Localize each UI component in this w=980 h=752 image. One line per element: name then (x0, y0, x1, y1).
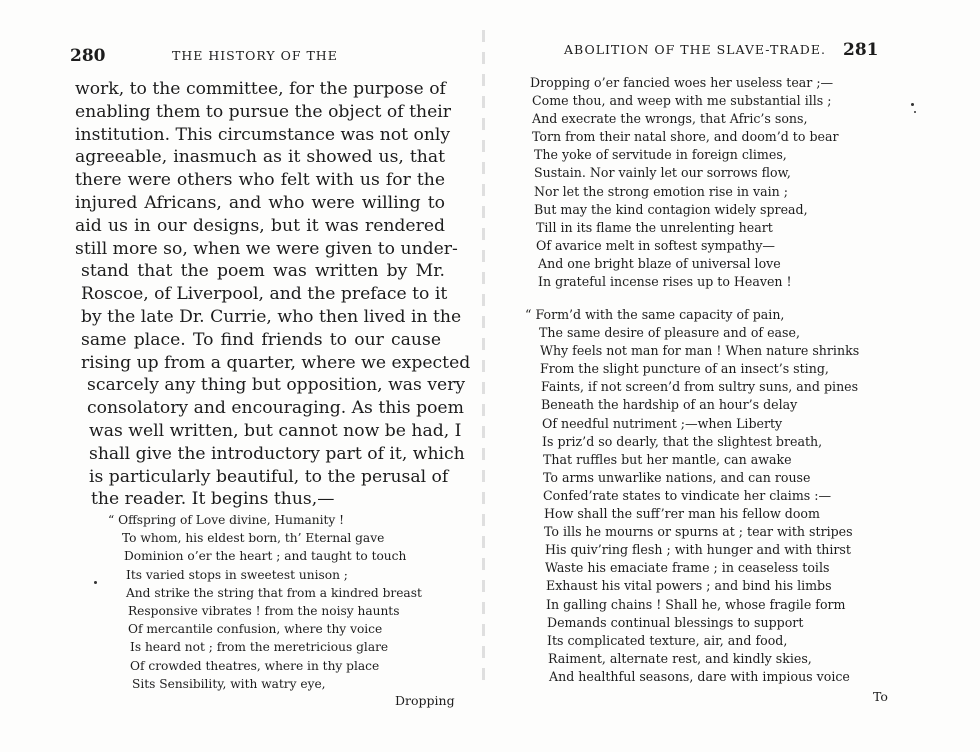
ink-speck (94, 581, 97, 584)
prose-line: aid us in our designs, but it was rendered (75, 215, 445, 236)
right-page (485, 0, 980, 752)
prose-line: institution. This circumstance was not only (75, 124, 451, 145)
right-stanza-2 (525, 306, 859, 686)
verse-line: Nor let the strong emotion rise in vain ; (534, 183, 788, 199)
prose-line: Roscoe, of Liverpool, and the preface to it (81, 284, 448, 305)
verse-line: Faints, if not screen’d from sultry suns, and pines (541, 379, 859, 395)
prose-line: shall give the introductory part of it, which (89, 443, 465, 464)
verse-line: His quiv’ring flesh ; with hunger and with thirst (545, 542, 851, 558)
prose-line: stand that the poem was written by Mr. (81, 261, 445, 282)
prose-line: is particularly beautiful, to the perusal of (89, 466, 449, 487)
verse-line: Of needful nutriment ;—when Liberty (542, 415, 783, 431)
verse-line: Till in its flame the unrelenting heart (536, 219, 773, 235)
verse-line: “ Form’d with the same capacity of pain, (525, 307, 785, 322)
right-catchword: To (873, 689, 888, 704)
verse-line: And healthful seasons, dare with impious voice (549, 668, 850, 684)
verse-line: Of avarice melt in softest sympathy— (536, 237, 776, 253)
prose-line: by the late Dr. Currie, who then lived in the (81, 306, 462, 327)
verse-line: Waste his emaciate frame ; in ceaseless toils (545, 560, 830, 576)
verse-line: To arms unwarlike nations, and can rouse (543, 469, 811, 485)
right-running-head: ABOLITION OF THE SLAVE-TRADE. (564, 42, 826, 57)
verse-line: The yoke of servitude in foreign climes, (534, 147, 787, 163)
left-verse-block (108, 511, 422, 693)
verse-line: Why feels not man for man ! When nature shrinks (540, 343, 860, 359)
ink-speck (911, 103, 914, 106)
left-page-number: 280 (70, 46, 106, 66)
left-catchword: Dropping (395, 693, 455, 708)
verse-line: Confed’rate states to vindicate her claims :— (543, 487, 832, 503)
verse-line: “ Offspring of Love divine, Humanity ! (108, 513, 345, 527)
verse-line: But may the kind contagion widely spread, (534, 201, 808, 217)
verse-line: Torn from their natal shore, and doom’d to bear (532, 129, 839, 145)
verse-line: In grateful incense rises up to Heaven ! (538, 274, 792, 290)
left-page (0, 0, 485, 752)
verse-line: And strike the string that from a kindred breast (126, 585, 422, 600)
verse-line: And execrate the wrongs, that Afric’s sons, (532, 111, 808, 127)
verse-line: Responsive vibrates ! from the noisy haunts (128, 603, 400, 618)
verse-line: Sits Sensibility, with watry eye, (132, 676, 326, 691)
right-stanza-1 (530, 74, 839, 291)
verse-line: From the slight puncture of an insect’s sting, (540, 361, 829, 377)
verse-line: Is heard not ; from the meretricious glare (130, 640, 389, 655)
verse-line: Sustain. Nor vainly let our sorrows flow, (534, 165, 791, 181)
prose-line: there were others who felt with us for the (75, 170, 445, 191)
verse-line: The same desire of pleasure and of ease, (539, 325, 800, 341)
verse-line: Of mercantile confusion, where thy voice (128, 622, 383, 637)
verse-line: Beneath the hardship of an hour’s delay (541, 397, 798, 413)
verse-line: Is priz’d so dearly, that the slightest breath, (542, 433, 823, 449)
prose-line: the reader. It begins thus,— (91, 489, 335, 510)
verse-line: Exhaust his vital powers ; and bind his limbs (546, 578, 832, 594)
prose-line: scarcely any thing but opposition, was very (87, 375, 466, 396)
prose-line: enabling them to pursue the object of their (75, 101, 451, 122)
prose-line: was well written, but cannot now be had, I (89, 420, 462, 441)
verse-line: To ills he mourns or spurns at ; tear with stripes (544, 524, 853, 540)
prose-line: work, to the committee, for the purpose of (75, 79, 446, 99)
prose-line: rising up from a quarter, where we expected (81, 352, 471, 373)
verse-line: To whom, his eldest born, th’ Eternal gave (122, 531, 385, 546)
prose-line: still more so, when we were given to under- (75, 238, 458, 259)
left-prose-paragraph (75, 78, 471, 511)
verse-line: Dropping o’er fancied woes her useless tear ;— (530, 75, 834, 90)
verse-line: Its complicated texture, air, and food, (547, 632, 788, 648)
verse-line: That ruffles but her mantle, can awake (543, 451, 792, 467)
verse-line: Of crowded theatres, where in thy place (130, 658, 380, 673)
left-running-head: THE HISTORY OF THE (172, 48, 338, 63)
prose-line: same place. To find friends to our cause (81, 329, 441, 350)
prose-line: consolatory and encouraging. As this poem (87, 398, 464, 419)
verse-line: Dominion o’er the heart ; and taught to touch (124, 549, 407, 564)
verse-line: Raiment, alternate rest, and kindly skies, (548, 650, 812, 666)
prose-line: agreeable, inasmuch as it showed us, that (75, 147, 445, 168)
verse-line: Demands continual blessings to support (547, 614, 804, 630)
verse-line: In galling chains ! Shall he, whose fragile form (546, 596, 846, 612)
verse-line: Come thou, and weep with me substantial ills ; (532, 93, 832, 109)
right-page-number: 281 (843, 40, 879, 60)
verse-line: Its varied stops in sweetest unison ; (126, 567, 348, 582)
verse-line: And one bright blaze of universal love (538, 255, 781, 271)
ink-speck (914, 111, 916, 113)
prose-line: injured Africans, and who were willing to (75, 192, 445, 213)
verse-line: How shall the suff’rer man his fellow doom (544, 506, 820, 522)
